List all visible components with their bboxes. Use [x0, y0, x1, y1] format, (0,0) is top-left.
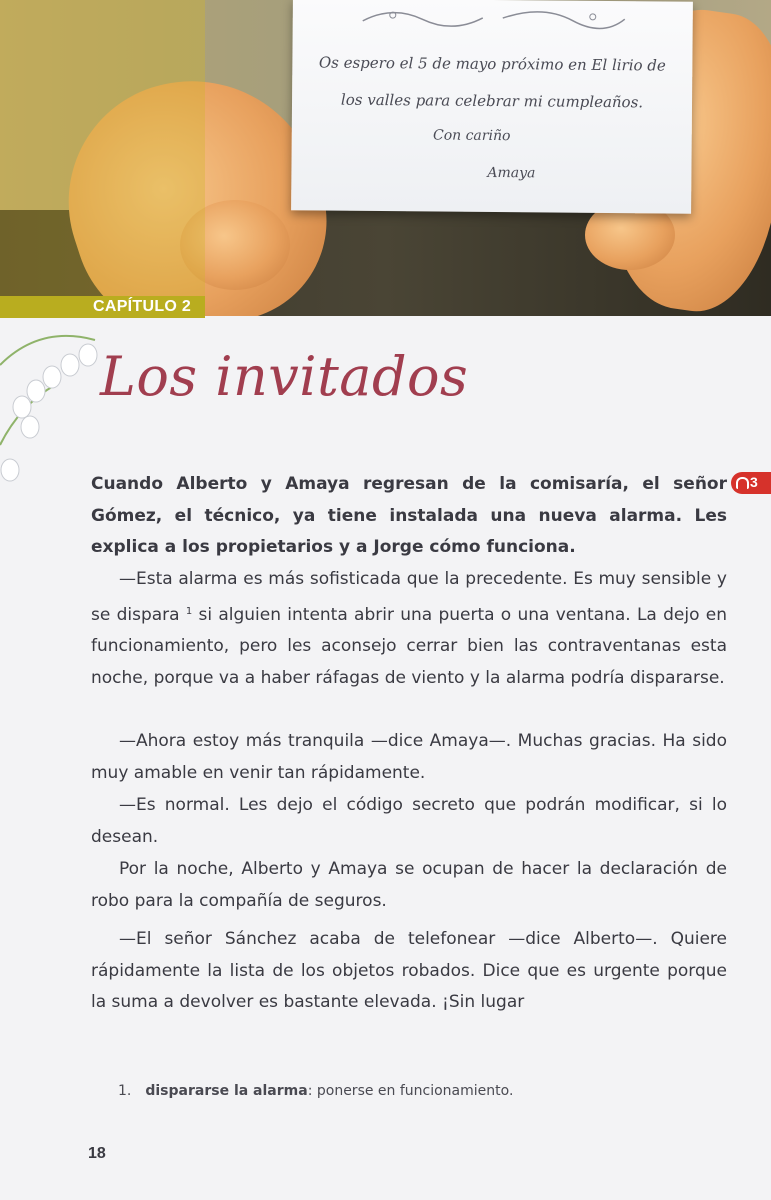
- chapter-title: Los invitados: [100, 345, 469, 408]
- card-ornament-icon: [353, 3, 633, 35]
- paragraph-1: [91, 564, 727, 694]
- chapter-tint-overlay: [0, 0, 205, 316]
- chapter-label: CAPÍTULO 2: [93, 298, 192, 315]
- footnote-reference: 1: [185, 605, 193, 617]
- footnote-number: 1.: [118, 1083, 132, 1099]
- paragraph-3: —Es normal. Les dejo el código secreto que podrán modificar, si lo desean.: [91, 795, 727, 847]
- card-line-3: Con cariño: [432, 127, 511, 145]
- lead-paragraph: Cuando Alberto y Amaya regresan de la comisaría, el señor Gómez, el técnico, ya tiene instalada una nueva alarma. Les explica a los propietarios y a Jorge cómo funciona.: [91, 474, 727, 557]
- footnote: [118, 1083, 513, 1099]
- page-number: 18: [88, 1145, 106, 1162]
- paragraph-5: —El señor Sánchez acaba de telefonear —dice Alberto—. Quiere rápidamente la lista de los objetos robados. Dice que es urgente porque la suma a devolver es bastante elevada. ¡Sin lugar: [91, 929, 727, 1012]
- paragraph-1-end: si alguien intenta abrir una puerta o una ventana. La dejo en funcionamiento, pero les aconsejo cerrar bien las contraventanas esta noche, porque va a haber ráfagas de viento y la alarma podría dispararse.: [91, 604, 727, 688]
- card-line-2: los valles para celebrar mi cumpleaños.: [340, 90, 644, 112]
- header-illustration: [0, 0, 771, 316]
- paragraph-4: Por la noche, Alberto y Amaya se ocupan de hacer la declaración de robo para la compañía de seguros.: [91, 859, 727, 911]
- card-signature: Amaya: [487, 164, 536, 182]
- paragraph-1-start: —Esta alarma es más sofisticada que la precedente. Es muy sensible y se dispara: [91, 569, 727, 625]
- audio-track-number: 3: [750, 474, 758, 490]
- paragraph-2: —Ahora estoy más tranquila —dice Amaya—. Muchas gracias. Ha sido muy amable en venir tan rápidamente.: [91, 731, 727, 783]
- footnote-term: dispararse la alarma: [145, 1083, 308, 1099]
- headphones-icon: [736, 477, 749, 489]
- card-line-1: Os espero el 5 de mayo próximo en El lirio de: [318, 53, 666, 75]
- invitation-card: [291, 0, 693, 214]
- footnote-definition: : ponerse en funcionamiento.: [307, 1083, 514, 1099]
